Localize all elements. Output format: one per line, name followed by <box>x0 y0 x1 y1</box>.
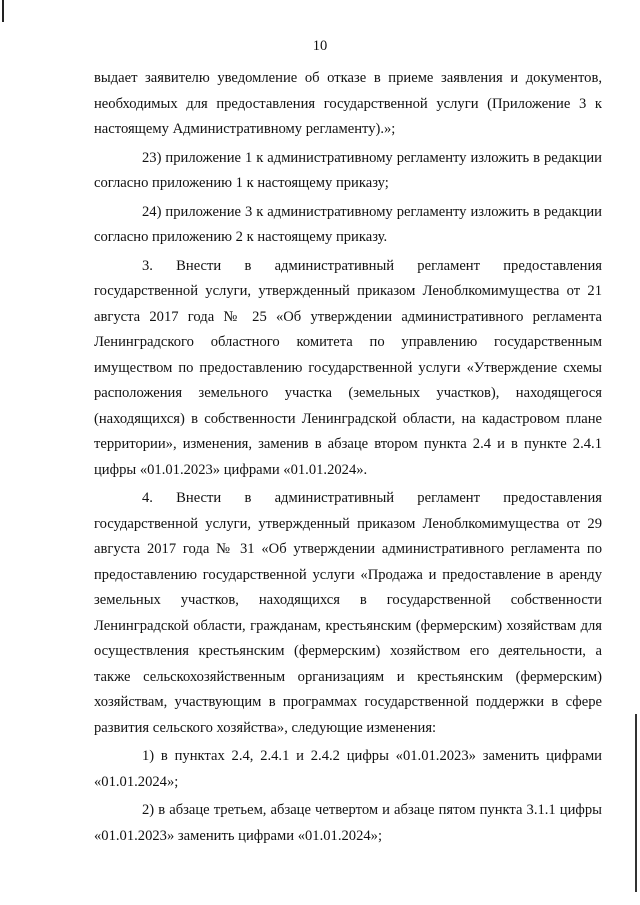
paragraph-item-23: 23) приложение 1 к административному регламенту изложить в редакции согласно приложению 1 к настоящему приказу; <box>94 149 602 191</box>
paragraph-item-24: 24) приложение 3 к административному регламенту изложить в редакции согласно приложению 2 к настоящему приказу. <box>94 203 602 245</box>
paragraph-continuation: выдает заявителю уведомление об отказе в приеме заявления и документов, необходимых для предоставления государственной услуги (Приложение 3 к настоящему Административному регламенту).»; <box>94 70 602 137</box>
page-number: 10 <box>312 38 328 54</box>
document-body <box>94 66 602 849</box>
paragraph-subitem-1: 1) в пунктах 2.4, 2.4.1 и 2.4.2 цифры «01.01.2023» заменить цифрами «01.01.2024»; <box>94 748 602 790</box>
paragraph-clause-4: 4. Внести в административный регламент предоставления государственной услуги, утвержденный приказом Леноблкомимущества от 29 августа 2017 года № 31 «Об утверждении административного регламента по предоставлению государственной услуги «Продажа и предоставление в аренду земельных участков, находящихся в государственной собственности Ленинградской области, гражданам, крестьянским (фермерским) хозяйствам для осуществления крестьянским (фермерским) хозяйством его деятельности, а также сельскохозяйственным организациям и крестьянским (фермерским) хозяйствам, участвующим в программах государственной поддержки в сфере развития сельского хозяйства», следующие изменения: <box>94 490 602 736</box>
scan-edge-mark <box>2 0 4 22</box>
paragraph-subitem-2: 2) в абзаце третьем, абзаце четвертом и абзаце пятом пункта 3.1.1 цифры «01.01.2023» заменить цифрами «01.01.2024»; <box>94 802 602 844</box>
paragraph-clause-3: 3. Внести в административный регламент предоставления государственной услуги, утвержденный приказом Леноблкомимущества от 21 августа 2017 года № 25 «Об утверждении административного регламента Ленинградского областного комитета по управлению государственным имуществом по предоставлению государственной услуги «Утверждение схемы расположения земельного участка (земельных участков), находящегося (находящихся) в собственности Ленинградской области, на кадастровом плане территории», изменения, заменив в абзаце втором пункта 2.4 и в пункте 2.4.1 цифры «01.01.2023» цифрами «01.01.2024». <box>94 257 602 478</box>
scan-edge-mark <box>635 714 637 892</box>
